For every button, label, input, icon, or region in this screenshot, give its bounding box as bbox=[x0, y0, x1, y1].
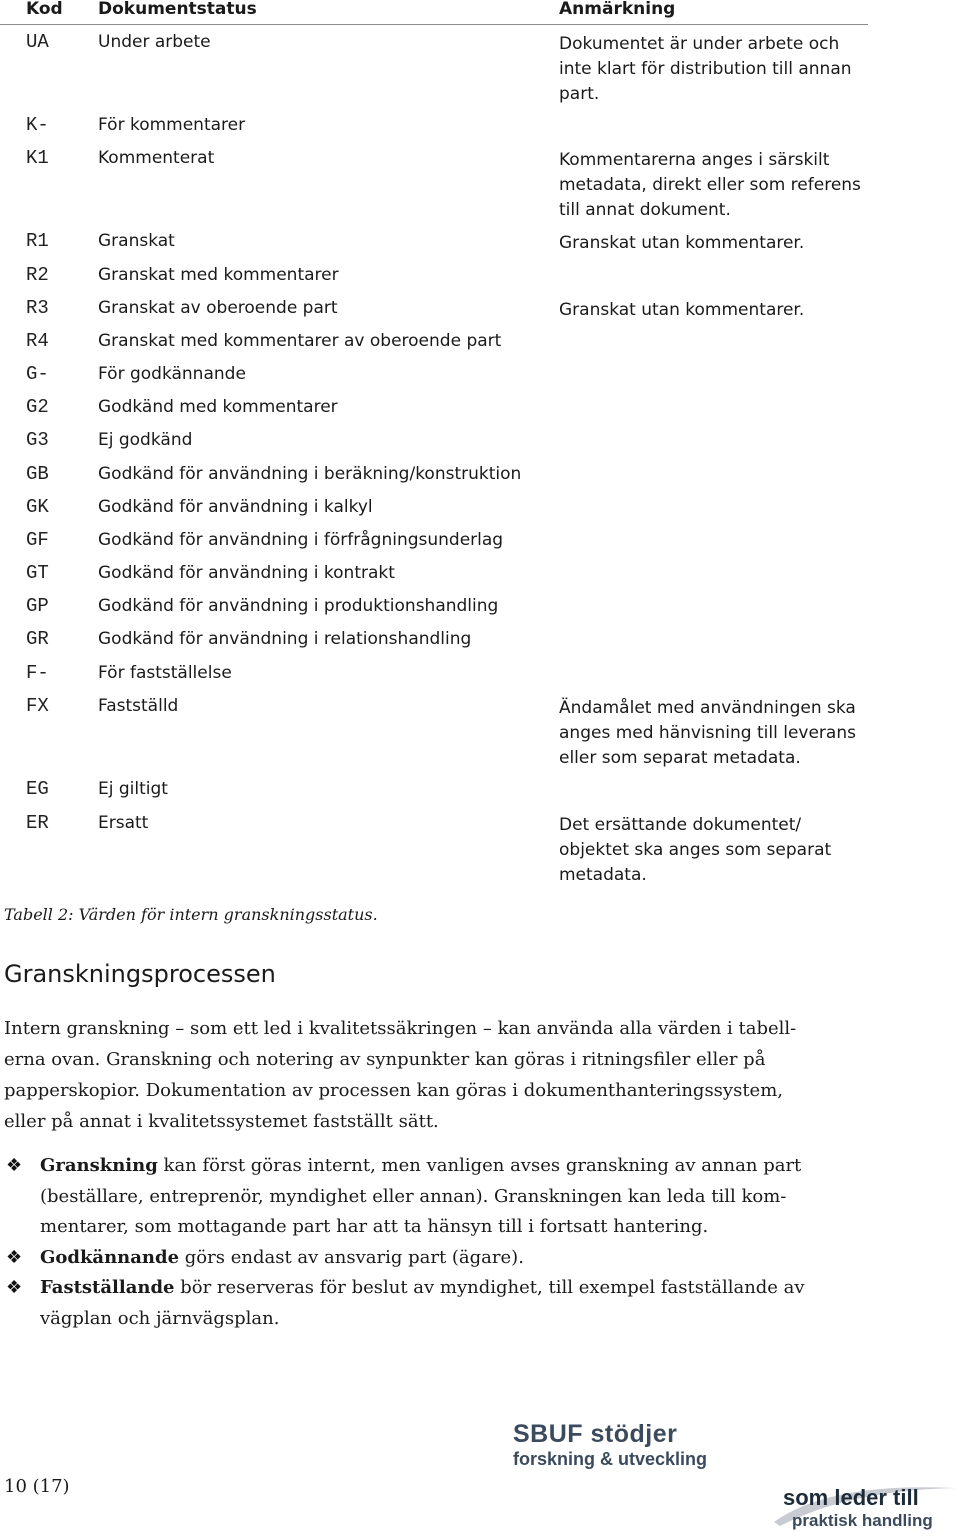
bullet-text: mentarer, som mottagande part har att ta hänsyn till i fortsatt hantering. bbox=[40, 1216, 709, 1237]
bullet-line bbox=[40, 1151, 864, 1182]
row-note-line: metadata, direkt eller som referens bbox=[559, 175, 861, 195]
row-note bbox=[559, 231, 869, 256]
row-code: F- bbox=[26, 662, 49, 684]
bullet-item bbox=[4, 1243, 864, 1274]
header-code: Kod bbox=[26, 0, 63, 19]
paragraph-line: papperskopior. Dokumentation av processen kan göras i dokumenthanteringssystem, bbox=[4, 1080, 784, 1101]
row-note-line: Ändamålet med användningen ska bbox=[559, 698, 856, 718]
row-status: Godkänd för användning i produktionshandling bbox=[98, 596, 499, 616]
row-status: Granskat med kommentarer bbox=[98, 265, 339, 285]
bullet-term: Fastställande bbox=[40, 1277, 175, 1298]
table-header bbox=[0, 0, 868, 25]
row-note-line: eller som separat metadata. bbox=[559, 748, 801, 768]
bullet-item bbox=[4, 1151, 864, 1243]
row-note-line: metadata. bbox=[559, 865, 647, 885]
row-code: G- bbox=[26, 363, 49, 385]
row-note bbox=[559, 148, 869, 223]
row-code: R4 bbox=[26, 330, 49, 352]
row-status: Granskat bbox=[98, 231, 175, 251]
row-note bbox=[559, 696, 869, 771]
row-note-line: part. bbox=[559, 84, 600, 104]
paragraph-line: eller på annat i kvalitetssystemet fastställt sätt. bbox=[4, 1111, 439, 1132]
bullet-line bbox=[40, 1182, 864, 1213]
row-note-line: Kommentarerna anges i särskilt bbox=[559, 150, 830, 170]
row-note-line: objektet ska anges som separat bbox=[559, 840, 832, 860]
row-status: För godkännande bbox=[98, 364, 246, 384]
row-code: FX bbox=[26, 695, 49, 717]
bullet-term: Godkännande bbox=[40, 1246, 180, 1268]
row-code: GB bbox=[26, 463, 49, 485]
bullet-text: kan först göras internt, men vanligen avses granskning av annan part bbox=[157, 1155, 802, 1176]
bullet-line bbox=[40, 1273, 864, 1304]
row-status: Kommenterat bbox=[98, 148, 215, 168]
row-code: R1 bbox=[26, 230, 49, 252]
section-heading: Granskningsprocessen bbox=[4, 960, 276, 988]
row-note-line: anges med hänvisning till leverans bbox=[559, 723, 856, 743]
bullet-item bbox=[4, 1273, 864, 1334]
row-note bbox=[559, 32, 869, 107]
row-code: R3 bbox=[26, 297, 49, 319]
row-code: R2 bbox=[26, 264, 49, 286]
row-note-line: inte klart för distribution till annan bbox=[559, 59, 852, 79]
diamond-bullet-icon: ❖ bbox=[6, 1155, 23, 1176]
row-note-line: Det ersättande dokumentet/ bbox=[559, 815, 802, 835]
page-number: 10 (17) bbox=[4, 1476, 70, 1497]
row-note-line: till annat dokument. bbox=[559, 200, 731, 220]
row-status: Granskat med kommentarer av oberoende part bbox=[98, 331, 502, 351]
row-code: GP bbox=[26, 595, 49, 617]
row-status: Godkänd för användning i kalkyl bbox=[98, 497, 373, 517]
bullet-text: vägplan och järnvägsplan. bbox=[40, 1307, 280, 1329]
section-paragraph bbox=[4, 1013, 849, 1137]
row-code: GF bbox=[26, 529, 49, 551]
row-status: Godkänd för användning i beräkning/konstruktion bbox=[98, 464, 522, 484]
sbuf-logo-title: SBUF stödjer bbox=[513, 1420, 678, 1448]
row-code: EG bbox=[26, 778, 49, 800]
row-code: GT bbox=[26, 562, 49, 584]
bullet-line bbox=[40, 1304, 864, 1335]
row-note-line: Granskat utan kommentarer. bbox=[559, 233, 805, 253]
row-code: K- bbox=[26, 114, 49, 136]
row-code: G2 bbox=[26, 396, 49, 418]
row-status: Godkänd för användning i relationshandling bbox=[98, 629, 472, 649]
header-note: Anmärkning bbox=[559, 0, 676, 19]
slogan-line-1: som leder till bbox=[783, 1485, 919, 1510]
row-status: Ej giltigt bbox=[98, 779, 168, 799]
row-code: G3 bbox=[26, 429, 49, 451]
row-status: Godkänd för användning i kontrakt bbox=[98, 563, 395, 583]
row-status: För kommentarer bbox=[98, 115, 246, 135]
row-code: UA bbox=[26, 31, 49, 53]
diamond-bullet-icon: ❖ bbox=[6, 1277, 23, 1298]
row-status: Granskat av oberoende part bbox=[98, 298, 338, 318]
row-status: Ej godkänd bbox=[98, 430, 193, 450]
bullet-text: görs endast av ansvarig part (ägare). bbox=[179, 1246, 524, 1268]
table-caption: Tabell 2: Värden för intern granskningsstatus. bbox=[4, 905, 378, 924]
bullet-line bbox=[40, 1243, 864, 1274]
bullet-text: bör reserveras för beslut av myndighet, till exempel fastställande av bbox=[174, 1277, 805, 1298]
row-note-line: Granskat utan kommentarer. bbox=[559, 300, 805, 320]
sbuf-logo-subtitle: forskning & utveckling bbox=[513, 1449, 708, 1469]
bullet-line bbox=[40, 1212, 864, 1243]
slogan-line-2: praktisk handling bbox=[792, 1511, 933, 1530]
slogan-logo bbox=[770, 1482, 960, 1534]
paragraph-line: Intern granskning – som ett led i kvalitetssäkringen – kan använda alla värden i tabell- bbox=[4, 1018, 797, 1039]
bullet-term: Granskning bbox=[40, 1155, 158, 1176]
row-status: Under arbete bbox=[98, 32, 211, 52]
row-code: GK bbox=[26, 496, 49, 518]
row-code: GR bbox=[26, 628, 49, 650]
row-status: Godkänd med kommentarer bbox=[98, 397, 338, 417]
row-code: ER bbox=[26, 812, 49, 834]
sbuf-logo bbox=[510, 1420, 740, 1476]
row-note-line: Dokumentet är under arbete och bbox=[559, 34, 840, 54]
row-note bbox=[559, 813, 869, 888]
row-status: Godkänd för användning i förfrågningsunderlag bbox=[98, 530, 504, 550]
row-code: K1 bbox=[26, 147, 49, 169]
header-status: Dokumentstatus bbox=[98, 0, 257, 19]
diamond-bullet-icon: ❖ bbox=[6, 1246, 23, 1268]
row-note bbox=[559, 298, 869, 323]
row-status: Fastställd bbox=[98, 696, 179, 716]
row-status: Ersatt bbox=[98, 813, 149, 833]
bullet-list bbox=[4, 1151, 864, 1334]
paragraph-line: erna ovan. Granskning och notering av synpunkter kan göras i ritningsfiler eller på bbox=[4, 1049, 766, 1070]
row-status: För fastställelse bbox=[98, 663, 232, 683]
bullet-text: (beställare, entreprenör, myndighet eller annan). Granskningen kan leda till kom- bbox=[40, 1185, 787, 1207]
